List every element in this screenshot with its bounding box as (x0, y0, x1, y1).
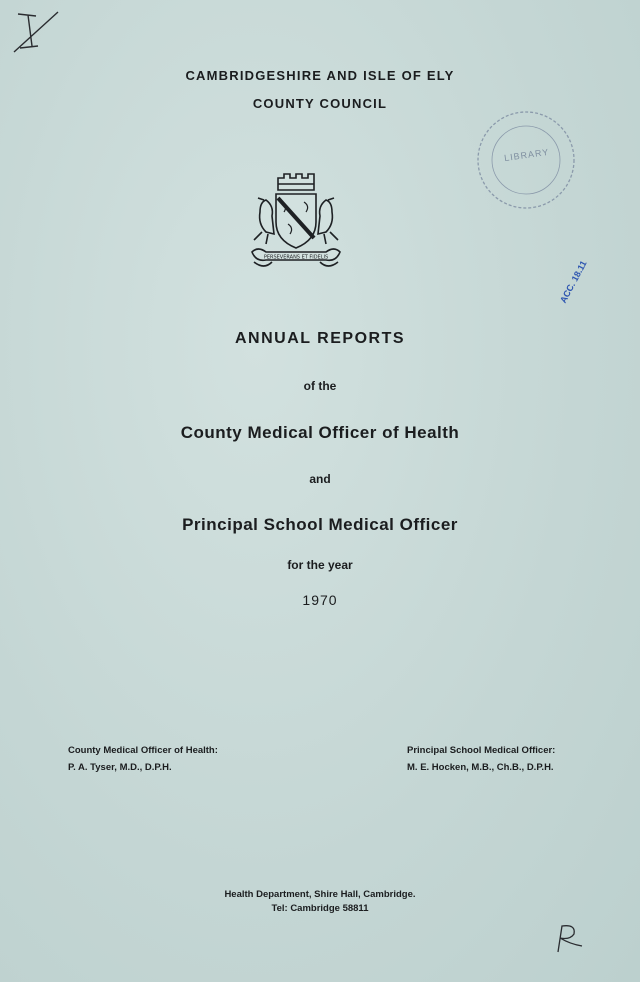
crest-motto: PERSEVERANS ET FIDELIS (263, 254, 329, 261)
stamp-label: LIBRARY (503, 146, 550, 164)
accession-mark: ACC. 18.11 (558, 258, 589, 305)
footer-telephone: Tel: Cambridge 58811 (271, 903, 369, 914)
footer (0, 888, 640, 916)
handwritten-initial-mark (552, 922, 586, 956)
and-text: and (309, 472, 331, 486)
left-signatory-role: County Medical Officer of Health: (68, 745, 218, 756)
report-title: ANNUAL REPORTS (234, 330, 406, 347)
right-signatory (407, 742, 555, 776)
right-signatory-name: M. E. Hocken, M.B., Ch.B., D.P.H. (407, 762, 554, 773)
council-name-line1: CAMBRIDGESHIRE AND ISLE OF ELY (185, 68, 455, 83)
council-name-line2: COUNTY COUNCIL (252, 96, 388, 111)
of-the-text: of the (303, 379, 337, 393)
left-signatory (68, 742, 218, 776)
left-signatory-name: P. A. Tyser, M.D., D.P.H. (68, 762, 172, 773)
coat-of-arms-icon (244, 172, 348, 272)
officer-title-1: County Medical Officer of Health (180, 423, 460, 442)
footer-address: Health Department, Shire Hall, Cambridge. (224, 889, 416, 900)
for-year-text: for the year (287, 558, 353, 572)
officer-title-2: Principal School Medical Officer (182, 515, 458, 534)
handwritten-numeral-mark (8, 6, 60, 54)
right-signatory-role: Principal School Medical Officer: (407, 745, 556, 756)
report-year: 1970 (302, 592, 338, 608)
